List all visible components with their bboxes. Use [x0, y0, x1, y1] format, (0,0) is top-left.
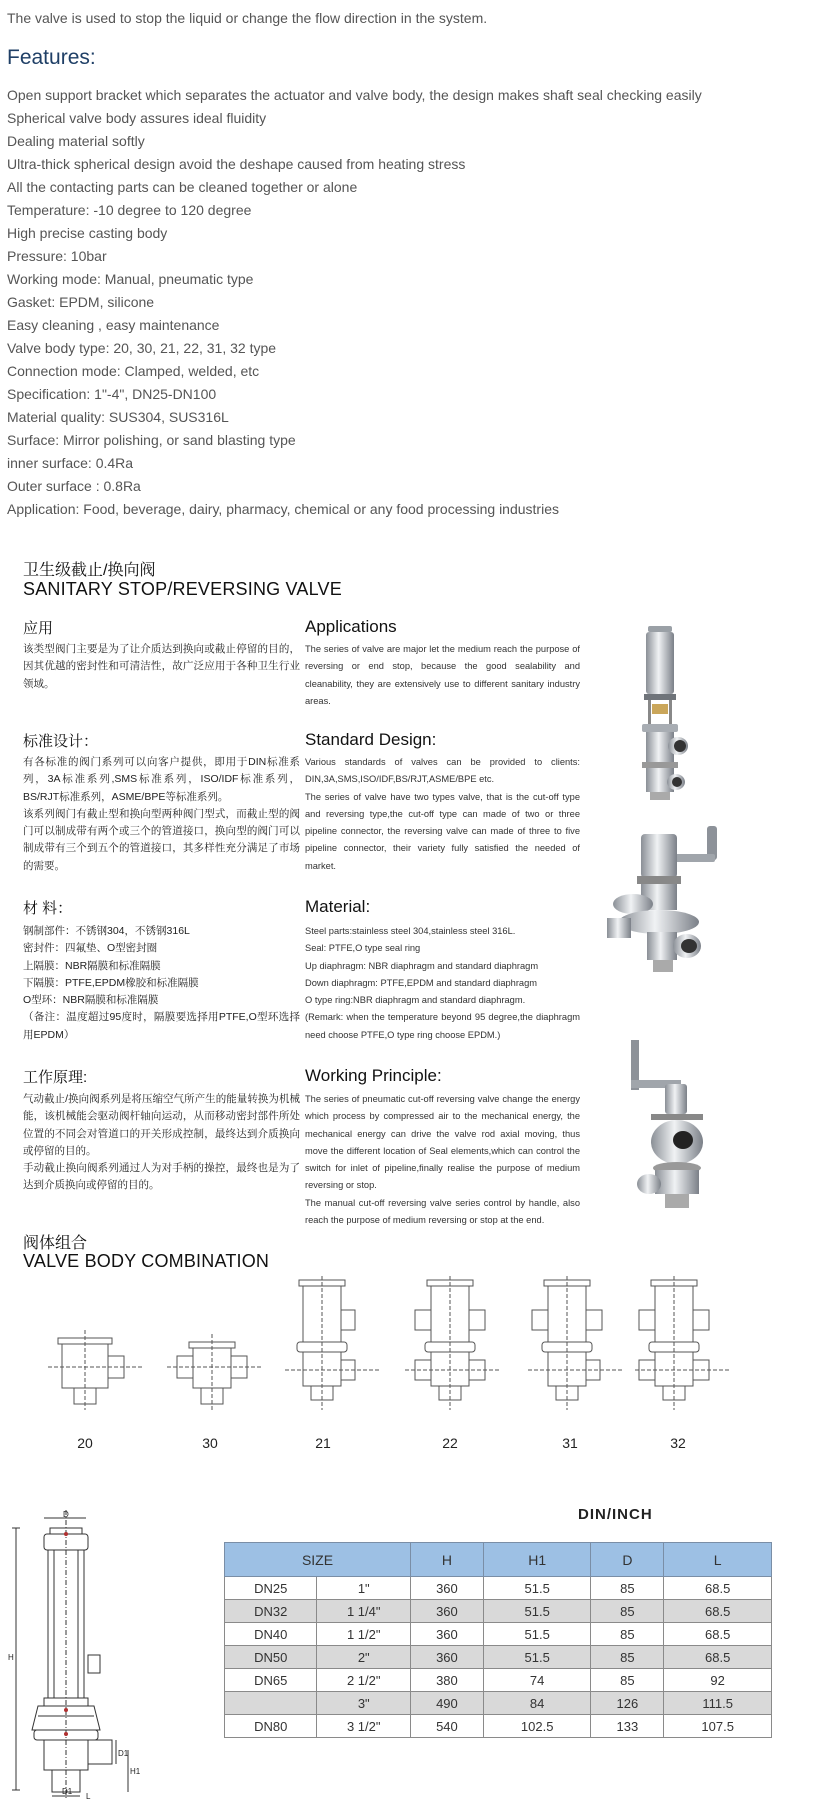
standard-text-en-1: Various standards of valves can be provided to clients: DIN,3A,SMS,ISO/IDF,BS/RJT,ASME/BPE etc. [305, 757, 580, 785]
valve-body-diagram-30 [167, 1290, 267, 1425]
cell-inch: 3 1/2" [317, 1715, 411, 1738]
table-row [225, 1600, 772, 1623]
cell-h1: 51.5 [483, 1600, 591, 1623]
principle-text-en-2: The manual cut-off reversing valve series control by handle, also reach the purpose of medium reversing or stop at the end. [305, 1197, 580, 1226]
table-row [225, 1715, 772, 1738]
cell-d: 133 [591, 1715, 664, 1738]
feature-item: Specification: 1"-4", DN25-DN100 [7, 386, 217, 402]
feature-item: Easy cleaning , easy maintenance [7, 317, 220, 333]
reversing-valve-photo [625, 1040, 715, 1220]
drawing-label-d: D [63, 1510, 69, 1519]
feature-item: Outer surface : 0.8Ra [7, 478, 141, 494]
column-header-h1: H1 [483, 1543, 591, 1577]
applications-title-cn: 应用 [23, 620, 54, 637]
cell-inch: 2 1/2" [317, 1669, 411, 1692]
column-header-size: SIZE [225, 1543, 411, 1577]
cell-d: 85 [591, 1600, 664, 1623]
cell-h1: 84 [483, 1692, 591, 1715]
cell-h1: 102.5 [483, 1715, 591, 1738]
principle-title-cn: 工作原理: [23, 1069, 88, 1086]
diagram-label-31: 31 [562, 1435, 578, 1451]
cell-inch: 2" [317, 1646, 411, 1669]
standard-text-en [305, 754, 580, 875]
combination-title-cn: 阀体组合 [23, 1235, 88, 1252]
table-row [225, 1623, 772, 1646]
feature-item: Working mode: Manual, pneumatic type [7, 271, 254, 287]
cell-l: 68.5 [664, 1623, 772, 1646]
cell-l: 68.5 [664, 1600, 772, 1623]
cell-h: 360 [411, 1600, 484, 1623]
feature-item: Open support bracket which separates the actuator and valve body, the design makes shaft seal checking easily [7, 87, 702, 103]
valve-body-diagram-21 [285, 1290, 385, 1425]
feature-item: Valve body type: 20, 30, 21, 22, 31, 32 type [7, 340, 277, 356]
principle-text-cn-2: 手动截止换向阀系列通过人为对手柄的操控，最终也是为了达到介质换向或停留的目的。 [23, 1162, 300, 1192]
cell-d: 85 [591, 1669, 664, 1692]
cell-dn: DN65 [225, 1669, 317, 1692]
cell-h: 540 [411, 1715, 484, 1738]
column-header-l: L [664, 1543, 772, 1577]
dimension-drawing [4, 1510, 139, 1800]
features-title: Features: [7, 46, 96, 69]
principle-text-cn-1: 气动截止/换向阀系列是将压缩空气所产生的能量转换为机械能，该机械能会驱动阀杆轴向运动，从而移动密封部件所处位置的不同会对管道口的开关形成控制，最终达到介质换向或停留的目的。 [23, 1093, 300, 1157]
cell-h: 490 [411, 1692, 484, 1715]
table-header-row [225, 1543, 772, 1577]
material-line-cn: 钢制部件：不锈钢304，不锈钢316L [23, 925, 190, 937]
cell-inch: 1 1/4" [317, 1600, 411, 1623]
applications-text-en: The series of valve are major let the medium reach the purpose of reversing or end stop, because the good sealability and cleanability, they are extensively use to different sanitary industry areas. [305, 644, 580, 706]
cell-h1: 51.5 [483, 1577, 591, 1600]
material-line-cn: 下隔膜：PTFE,EPDM橡胶和标准隔膜 [23, 976, 199, 989]
cell-dn: DN50 [225, 1646, 317, 1669]
diagram-label-22: 22 [442, 1435, 458, 1451]
cell-d: 126 [591, 1692, 664, 1715]
drawing-label-l: L [86, 1792, 91, 1801]
principle-text-en-1: The series of pneumatic cut-off reversing valve change the energy which process by compressed air to the mechanical energy, the mechanical energy can drive the valve rod axial moving, thus move the different location of Seal elements,which can control the switch for inlet of pipeline,finally realise the purpose of medium reversing or stop. [305, 1094, 580, 1191]
feature-item: Dealing material softly [7, 133, 145, 149]
catalog-title-en: SANITARY STOP/REVERSING VALVE [23, 579, 342, 599]
feature-item: All the contacting parts can be cleaned together or alone [7, 179, 358, 195]
cell-inch: 1" [317, 1577, 411, 1600]
valve-body-diagram-32 [635, 1290, 735, 1425]
principle-text-cn [23, 1091, 300, 1195]
cell-h: 360 [411, 1577, 484, 1600]
cell-l: 111.5 [664, 1692, 772, 1715]
feature-item: Gasket: EPDM, silicone [7, 294, 155, 310]
standard-text-en-2: The series of valve have two types valve, that is the cut-off type and reversing type,the cut-off type can made of two or three pipeline connector, the reversing valve can made of three to five pipeline connector, their variety fully satisfied the needed of market. [305, 791, 580, 871]
diagram-label-21: 21 [315, 1435, 331, 1451]
valve-body-diagram-31 [528, 1290, 628, 1425]
feature-item: Pressure: 10bar [7, 248, 107, 264]
feature-item: Connection mode: Clamped, welded, etc [7, 363, 260, 379]
valve-body-diagram-20 [48, 1290, 148, 1425]
cell-dn: DN25 [225, 1577, 317, 1600]
standard-text-cn-1: 有各标准的阀门系列可以向客户提供，即用于DIN标准系列，3A标准系列,SMS标准系列，ISO/IDF标准系列，BS/RJT标准系列，ASME/BPE等标准系列。 [23, 756, 300, 803]
applications-title-en: Applications [305, 617, 397, 636]
principle-title-en: Working Principle: [305, 1066, 442, 1085]
features-list [7, 84, 702, 521]
valve-body-diagram-22 [405, 1290, 505, 1425]
material-line-en: Steel parts:stainless steel 304,stainless steel 316L. [305, 926, 516, 936]
cell-h1: 74 [483, 1669, 591, 1692]
cell-d: 85 [591, 1577, 664, 1600]
column-header-d: D [591, 1543, 664, 1577]
intro-text: The valve is used to stop the liquid or change the flow direction in the system. [7, 10, 488, 26]
combination-title-en: VALVE BODY COMBINATION [23, 1251, 270, 1271]
cell-inch: 1 1/2" [317, 1623, 411, 1646]
cell-dn [225, 1692, 317, 1715]
table-row [225, 1646, 772, 1669]
cell-h1: 51.5 [483, 1646, 591, 1669]
feature-item: High precise casting body [7, 225, 168, 241]
column-header-h: H [411, 1543, 484, 1577]
cell-l: 107.5 [664, 1715, 772, 1738]
cell-l: 68.5 [664, 1577, 772, 1600]
cell-dn: DN32 [225, 1600, 317, 1623]
material-list-en [305, 923, 580, 1044]
diagram-label-32: 32 [670, 1435, 686, 1451]
cell-h: 360 [411, 1623, 484, 1646]
table-row [225, 1669, 772, 1692]
cell-l: 68.5 [664, 1646, 772, 1669]
manual-valve-photo [603, 826, 733, 976]
material-line-en: O type ring:NBR diaphragm and standard diaphragm. [305, 995, 526, 1006]
drawing-label-h1: H1 [130, 1767, 141, 1776]
cell-d: 85 [591, 1623, 664, 1646]
pneumatic-valve-photo [630, 624, 692, 804]
material-list-cn [23, 923, 300, 1044]
feature-item: Material quality: SUS304, SUS316L [7, 409, 229, 425]
feature-item: inner surface: 0.4Ra [7, 455, 134, 471]
table-row [225, 1577, 772, 1600]
feature-item: Surface: Mirror polishing, or sand blasting type [7, 432, 296, 448]
material-title-cn: 材 料： [23, 900, 73, 917]
cell-h: 360 [411, 1646, 484, 1669]
feature-item: Spherical valve body assures ideal fluidity [7, 110, 267, 126]
unit-label: DIN/INCH [578, 1506, 653, 1523]
feature-item: Temperature: -10 degree to 120 degree [7, 202, 252, 218]
feature-item: Ultra-thick spherical design avoid the deshape caused from heating stress [7, 156, 466, 172]
material-line-cn: 密封件：四氟垫、O型密封圈 [23, 942, 158, 955]
drawing-label-h: H [8, 1653, 14, 1662]
applications-text-cn: 该类型阀门主要是为了让介质达到换向或截止停留的目的，因其优越的密封性和可清洁性，故广泛应用于各种卫生行业领域。 [23, 643, 300, 690]
material-line-cn: O型环：NBR隔膜和标准隔膜 [23, 994, 159, 1007]
table-row [225, 1692, 772, 1715]
cell-dn: DN40 [225, 1623, 317, 1646]
standard-text-cn [23, 754, 300, 875]
standard-title-cn: 标准设计： [23, 733, 99, 750]
material-line-en: Seal: PTFE,O type seal ring [305, 943, 421, 954]
cell-inch: 3" [317, 1692, 411, 1715]
cell-dn: DN80 [225, 1715, 317, 1738]
cell-d: 85 [591, 1646, 664, 1669]
cell-l: 92 [664, 1669, 772, 1692]
feature-item: Application: Food, beverage, dairy, pharmacy, chemical or any food processing industries [7, 501, 559, 517]
principle-text-en [305, 1091, 580, 1229]
cell-h: 380 [411, 1669, 484, 1692]
material-line-cn: 上隔膜：NBR隔膜和标准隔膜 [23, 959, 161, 972]
material-line-cn: （备注：温度超过95度时，隔膜要选择用PTFE,O型环选择用EPDM） [23, 1011, 300, 1041]
material-title-en: Material: [305, 897, 371, 916]
catalog-title-cn: 卫生级截止/换向阀 [23, 562, 156, 579]
standard-text-cn-2: 该系列阀门有截止型和换向型两种阀门型式，而截止型的阀门可以制成带有两个或三个的管道接口，换向型的阀门可以制成带有三个到五个的管道接口，其多样性充分满足了市场的需要。 [23, 807, 300, 872]
diagram-label-20: 20 [77, 1435, 93, 1451]
material-line-en: (Remark: when the temperature beyond 95 degree,the diaphragm need choose PTFE,O type ring choose EPDM.) [305, 1012, 580, 1040]
drawing-label-d1-right: D1 [118, 1749, 129, 1758]
diagram-label-30: 30 [202, 1435, 218, 1451]
material-line-en: Down diaphragm: PTFE,EPDM and standard diaphragm [305, 977, 538, 988]
cell-h1: 51.5 [483, 1623, 591, 1646]
material-line-en: Up diaphragm: NBR diaphragm and standard diaphragm [305, 960, 539, 971]
standard-title-en: Standard Design: [305, 730, 437, 749]
spec-table [224, 1542, 772, 1738]
drawing-label-d1-bottom: D1 [62, 1787, 73, 1796]
